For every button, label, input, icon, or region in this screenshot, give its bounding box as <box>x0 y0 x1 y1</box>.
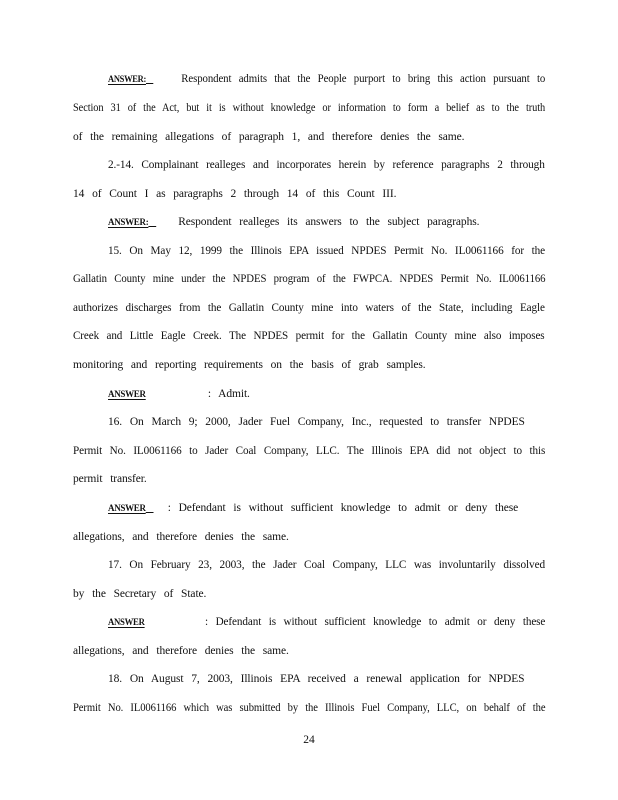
text-line <box>73 702 545 714</box>
line-text: Respondent realleges its answers to the subject paragraphs. <box>178 216 480 228</box>
line-text: 14 of Count I as paragraphs 2 through 14 of this Count III. <box>73 188 397 200</box>
text-line <box>73 445 545 457</box>
line-text: 2.-14. Complainant realleges and incorporates herein by reference paragraphs 2 through <box>108 159 545 171</box>
line-text: 15. On May 12, 1999 the Illinois EPA issued NPDES Permit No. IL0061166 for the <box>108 245 546 257</box>
answer-line <box>108 388 250 400</box>
line-text: allegations, and therefore denies the same. <box>73 645 289 657</box>
line-text: 16. On March 9; 2000, Jader Fuel Company, Inc., requested to transfer NPDES <box>108 416 525 428</box>
text-line <box>73 102 545 114</box>
line-text: : Defendant is without sufficient knowledge to admit or deny these <box>167 502 519 514</box>
line-text: : Admit. <box>207 388 250 400</box>
answer-line <box>108 502 518 514</box>
line-text: by the Secretary of State. <box>73 588 207 600</box>
answer-line <box>108 73 545 85</box>
line-text: Creek and Little Eagle Creek. The NPDES permit for the Gallatin County mine also imposes <box>73 330 545 342</box>
text-line <box>108 559 545 571</box>
text-line <box>73 645 289 657</box>
text-line <box>108 673 524 685</box>
line-text: 17. On February 23, 2003, the Jader Coal Company, LLC was involuntarily dissolved <box>108 559 546 571</box>
page-number: 24 <box>303 734 315 746</box>
text-line <box>73 188 396 200</box>
line-text: of the remaining allegations of paragraph 1, and therefore denies the same. <box>73 131 465 143</box>
line-text: Gallatin County mine under the NPDES program of the FWPCA. NPDES Permit No. IL0061166 <box>73 273 546 285</box>
answer-label: ANSWER: <box>108 217 149 227</box>
answer-label: ANSWER <box>108 503 146 513</box>
text-line <box>108 159 545 171</box>
text-line <box>108 245 545 257</box>
text-line <box>73 330 545 342</box>
answer-label: ANSWER: <box>108 74 146 84</box>
line-text: monitoring and reporting requirements on the basis of grab samples. <box>73 359 426 371</box>
line-text: Section 31 of the Act, but it is without knowledge or information to form a belief as to the truth <box>73 102 546 114</box>
text-line <box>73 131 464 143</box>
text-line <box>73 302 545 314</box>
text-line <box>73 359 426 371</box>
line-text: Respondent admits that the People purport to bring this action pursuant to <box>181 73 546 85</box>
answer-line <box>108 616 545 628</box>
line-text: : Defendant is without sufficient knowledge to admit or deny these <box>205 616 546 628</box>
line-text: 18. On August 7, 2003, Illinois EPA received a renewal application for NPDES <box>108 673 525 685</box>
line-text: allegations, and therefore denies the same. <box>73 531 289 543</box>
answer-label: ANSWER <box>108 389 146 399</box>
text-line <box>73 531 289 543</box>
line-text: permit transfer. <box>73 473 147 485</box>
text-line <box>73 588 206 600</box>
text-line <box>73 473 147 485</box>
text-line <box>108 416 525 428</box>
answer-label: ANSWER <box>108 617 145 627</box>
answer-line <box>108 216 479 228</box>
line-text: Permit No. IL0061166 which was submitted by the Illinois Fuel Company, LLC, on behalf of the <box>73 702 546 714</box>
line-text: Permit No. IL0061166 to Jader Coal Company, LLC. The Illinois EPA did not object to this <box>73 445 546 457</box>
line-text: authorizes discharges from the Gallatin County mine into waters of the State, including Eagle <box>73 302 545 314</box>
text-line <box>73 273 545 285</box>
